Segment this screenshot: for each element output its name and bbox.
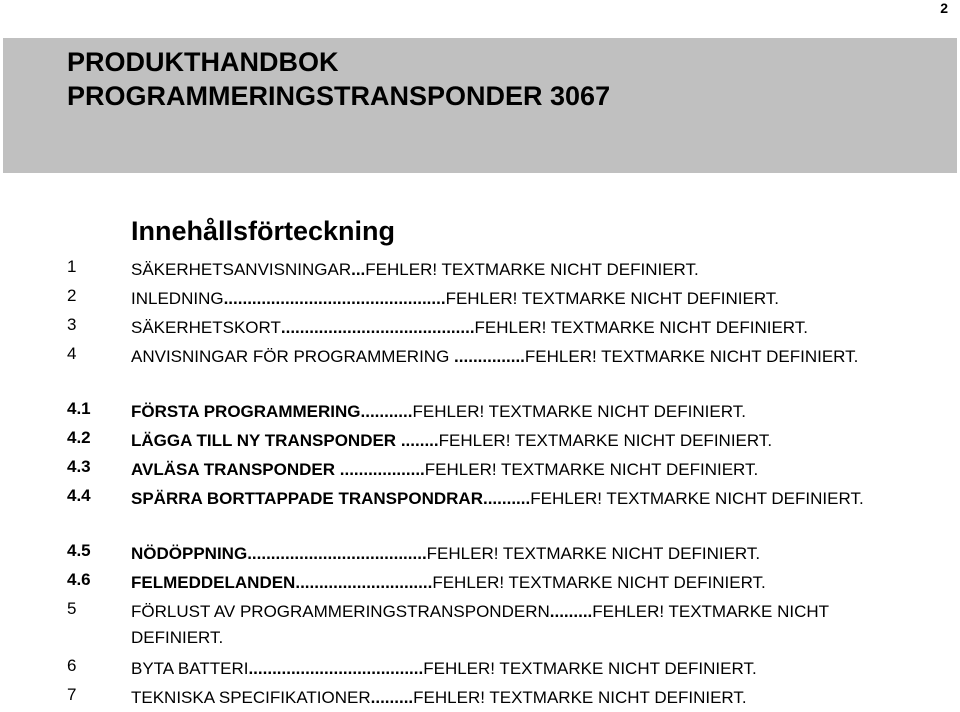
toc-entry-title: LÄGGA TILL NY TRANSPONDER <box>131 431 397 450</box>
toc-entry-text <box>131 457 896 483</box>
toc-entry-number: 3 <box>67 315 77 334</box>
toc-entry-reference: FEHLER! TEXTMARKE NICHT DEFINIERT. <box>413 688 747 707</box>
toc-entry-number: 4.6 <box>67 570 91 589</box>
toc-entry-title: NÖDÖPPNING <box>131 544 248 563</box>
toc-entry-reference: FEHLER! TEXTMARKE NICHT DEFINIERT. <box>365 260 699 279</box>
toc-entry-text <box>131 656 896 682</box>
document-title-line-1: PRODUKTHANDBOK <box>67 47 339 77</box>
toc-leader-dots: ..................................... <box>248 659 424 678</box>
toc-entry-title: FELMEDDELANDEN <box>131 573 296 592</box>
toc-entry-number: 4 <box>67 344 77 363</box>
toc-entry-text <box>131 486 896 512</box>
toc-leader-dots: ............................................... <box>223 289 446 308</box>
toc-leader-dots: ........... <box>360 402 413 421</box>
toc-leader-dots: ............................. <box>295 573 433 592</box>
toc-entry-text <box>131 399 896 425</box>
toc-entry-text <box>131 257 896 283</box>
toc-entry-title: FÖRSTA PROGRAMMERING <box>131 402 361 421</box>
toc-entry-title: INLEDNING <box>131 289 224 308</box>
toc-entry-reference: FEHLER! TEXTMARKE NICHT DEFINIERT. <box>474 318 808 337</box>
toc-entry-number: 4.5 <box>67 541 91 560</box>
toc-entry-text <box>131 541 896 567</box>
toc-leader-dots: ........ <box>400 431 439 450</box>
toc-leader-dots: ............... <box>454 347 525 366</box>
toc-entry-reference: FEHLER! TEXTMARKE NICHT DEFINIERT. <box>423 659 757 678</box>
toc-entry-text <box>131 428 896 454</box>
toc-entry-title: FÖRLUST AV PROGRAMMERINGSTRANSPONDERN <box>131 602 550 621</box>
toc-entry-reference: FEHLER! TEXTMARKE NICHT DEFINIERT. <box>424 460 759 479</box>
toc-entry-reference: FEHLER! TEXTMARKE NICHT DEFINIERT. <box>530 489 864 508</box>
toc-leader-dots: ...................................... <box>247 544 427 563</box>
toc-entry-number: 4.3 <box>67 457 91 476</box>
toc-entry-title: AVLÄSA TRANSPONDER <box>131 460 336 479</box>
toc-leader-dots: ......... <box>370 688 414 707</box>
toc-entry-number: 4.4 <box>67 486 91 505</box>
toc-entry-number: 4.2 <box>67 428 91 447</box>
toc-entry-title: SÄKERHETSKORT <box>131 318 281 337</box>
toc-entry-reference: FEHLER! TEXTMARKE NICHT DEFINIERT. <box>426 544 761 563</box>
toc-leader-dots: ... <box>351 260 366 279</box>
toc-entry-text <box>131 315 896 341</box>
toc-entry-title: TEKNISKA SPECIFIKATIONER <box>131 688 371 707</box>
toc-entry-reference: FEHLER! TEXTMARKE NICHT DEFINIERT. <box>524 347 859 366</box>
toc-entry-number: 1 <box>67 257 77 276</box>
document-title-line-2: PROGRAMMERINGSTRANSPONDER 3067 <box>67 81 611 111</box>
toc-entry-reference: FEHLER! TEXTMARKE NICHT DEFINIERT. <box>412 402 746 421</box>
toc-leader-dots: ......... <box>549 602 593 621</box>
toc-entry-number: 6 <box>67 656 77 675</box>
toc-leader-dots: ......................................... <box>280 318 475 337</box>
toc-entry-number: 7 <box>67 685 77 704</box>
toc-entry-number: 5 <box>67 599 77 618</box>
toc-entry-text <box>131 286 896 312</box>
page-number: 2 <box>940 0 948 16</box>
toc-entry-text <box>131 570 896 596</box>
toc-entry-title: BYTA BATTERI <box>131 659 249 678</box>
toc-leader-dots: .......... <box>482 489 531 508</box>
toc-leader-dots: .................. <box>339 460 425 479</box>
toc-entry-title: SPÄRRA BORTTAPPADE TRANSPONDRAR <box>131 489 483 508</box>
toc-entry-reference: FEHLER! TEXTMARKE NICHT DEFINIERT. <box>131 602 829 647</box>
toc-entry-text <box>131 685 896 711</box>
toc-entry-reference: FEHLER! TEXTMARKE NICHT DEFINIERT. <box>445 289 780 308</box>
toc-entry-title: ANVISNINGAR FÖR PROGRAMMERING <box>131 347 450 366</box>
toc-entry-reference: FEHLER! TEXTMARKE NICHT DEFINIERT. <box>432 573 766 592</box>
document-title <box>67 45 610 113</box>
toc-entry-title: SÄKERHETSANVISNINGAR <box>131 260 352 279</box>
toc-heading: Innehållsförteckning <box>131 216 396 246</box>
toc-entry-reference: FEHLER! TEXTMARKE NICHT DEFINIERT. <box>438 431 773 450</box>
toc-entry-number: 2 <box>67 286 77 305</box>
toc-entry-text <box>131 344 871 370</box>
toc-entry-text <box>131 599 896 651</box>
toc-entry-number: 4.1 <box>67 399 91 418</box>
